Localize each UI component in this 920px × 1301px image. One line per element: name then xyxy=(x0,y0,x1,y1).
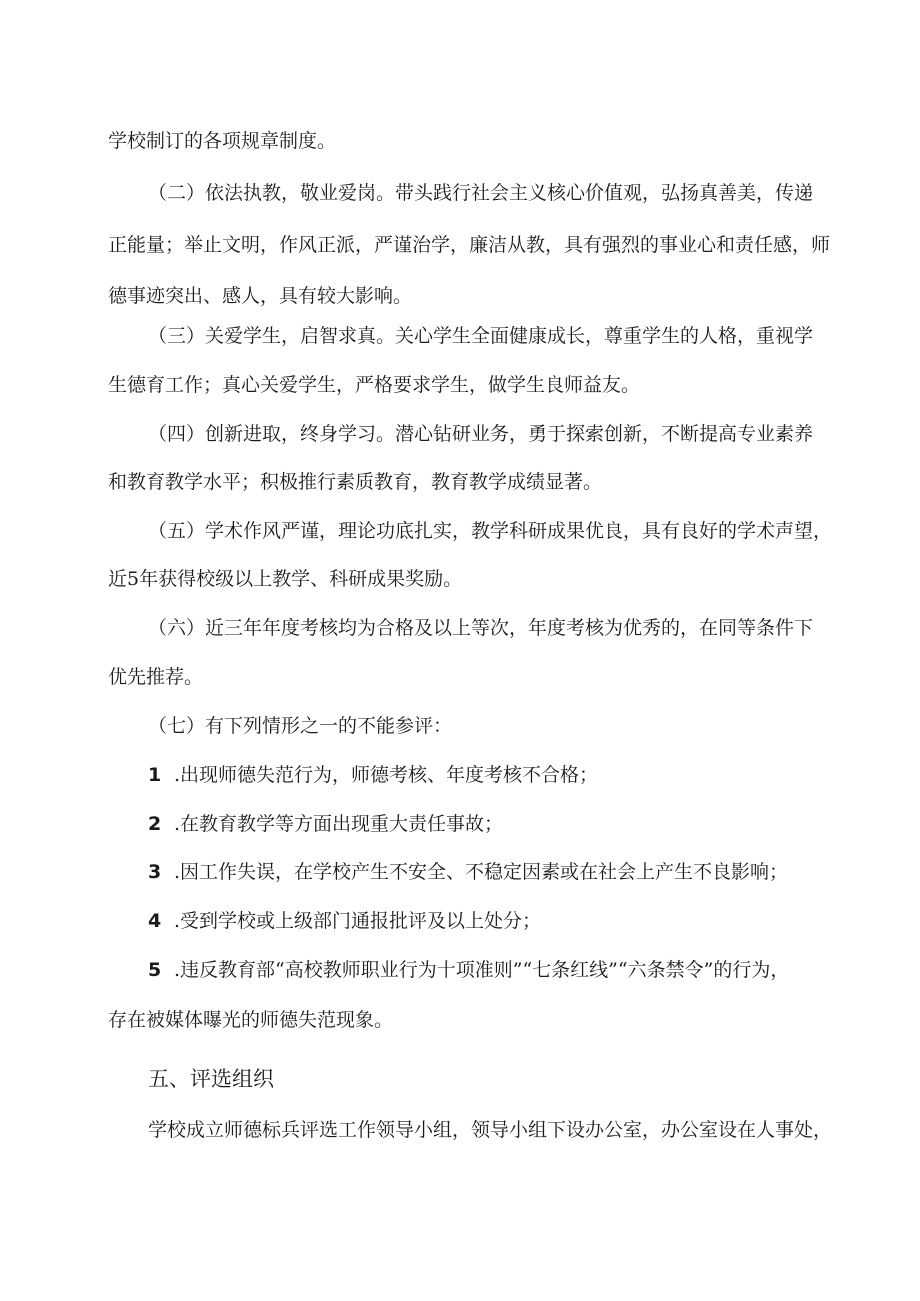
list-item-text: .违反教育部“高校教师职业行为十项准则”“七条红线”“六条禁令”的行为， xyxy=(174,959,790,981)
list-item-text: .受到学校或上级部门通报批评及以上处分； xyxy=(174,910,542,932)
paragraph-line: （四）创新进取，终身学习。潜心钻研业务，勇于探索创新，不断提高专业素养 xyxy=(148,423,814,445)
list-item xyxy=(148,957,789,983)
list-item xyxy=(148,859,788,885)
paragraph-line: 德事迹突出、感人，具有较大影响。 xyxy=(108,285,413,307)
paragraph-line: 生德育工作；真心关爱学生，严格要求学生，做学生良师益友。 xyxy=(108,374,641,396)
paragraph-line: （二）依法执教，敬业爱岗。带头践行社会主义核心价值观，弘扬真善美，传递 xyxy=(148,182,814,204)
list-item xyxy=(148,908,541,934)
paragraph-line: （七）有下列情形之一的不能参评： xyxy=(148,715,453,737)
paragraph-line: （六）近三年年度考核均为合格及以上等次，年度考核为优秀的，在同等条件下 xyxy=(148,617,814,639)
list-item-number: 5 xyxy=(148,959,162,981)
list-item-continuation: 存在被媒体曝光的师德失范现象。 xyxy=(108,1009,394,1031)
list-item xyxy=(148,811,503,837)
list-item-text: .在教育教学等方面出现重大责任事故； xyxy=(174,813,504,835)
list-item-text: .出现师德失范行为，师德考核、年度考核不合格； xyxy=(174,764,599,786)
paragraph-line: （五）学术作风严谨，理论功底扎实，教学科研成果优良，具有良好的学术声望， xyxy=(148,520,833,542)
section-heading: 五、评选组织 xyxy=(148,1067,274,1091)
list-item xyxy=(148,762,598,788)
list-item-number: 3 xyxy=(148,861,162,883)
paragraph-line: 近5年获得校级以上教学、科研成果奖励。 xyxy=(108,568,463,590)
list-item-number: 4 xyxy=(148,910,162,932)
list-item-text: .因工作失误，在学校产生不安全、不稳定因素或在社会上产生不良影响； xyxy=(174,861,789,883)
paragraph-line: （三）关爱学生，启智求真。关心学生全面健康成长，尊重学生的人格，重视学 xyxy=(148,325,814,347)
list-item-number: 2 xyxy=(148,813,162,835)
paragraph-line: 和教育教学水平；积极推行素质教育，教育教学成绩显著。 xyxy=(108,471,603,493)
list-item-number: 1 xyxy=(148,764,162,786)
paragraph-line: 优先推荐。 xyxy=(108,666,204,688)
section-body-line: 学校成立师德标兵评选工作领导小组，领导小组下设办公室，办公室设在人事处， xyxy=(148,1119,833,1141)
paragraph-line: 学校制订的各项规章制度。 xyxy=(108,130,337,152)
paragraph-line: 正能量；举止文明，作风正派，严谨治学，廉洁从教，具有强烈的事业心和责任感，师 xyxy=(108,234,831,256)
